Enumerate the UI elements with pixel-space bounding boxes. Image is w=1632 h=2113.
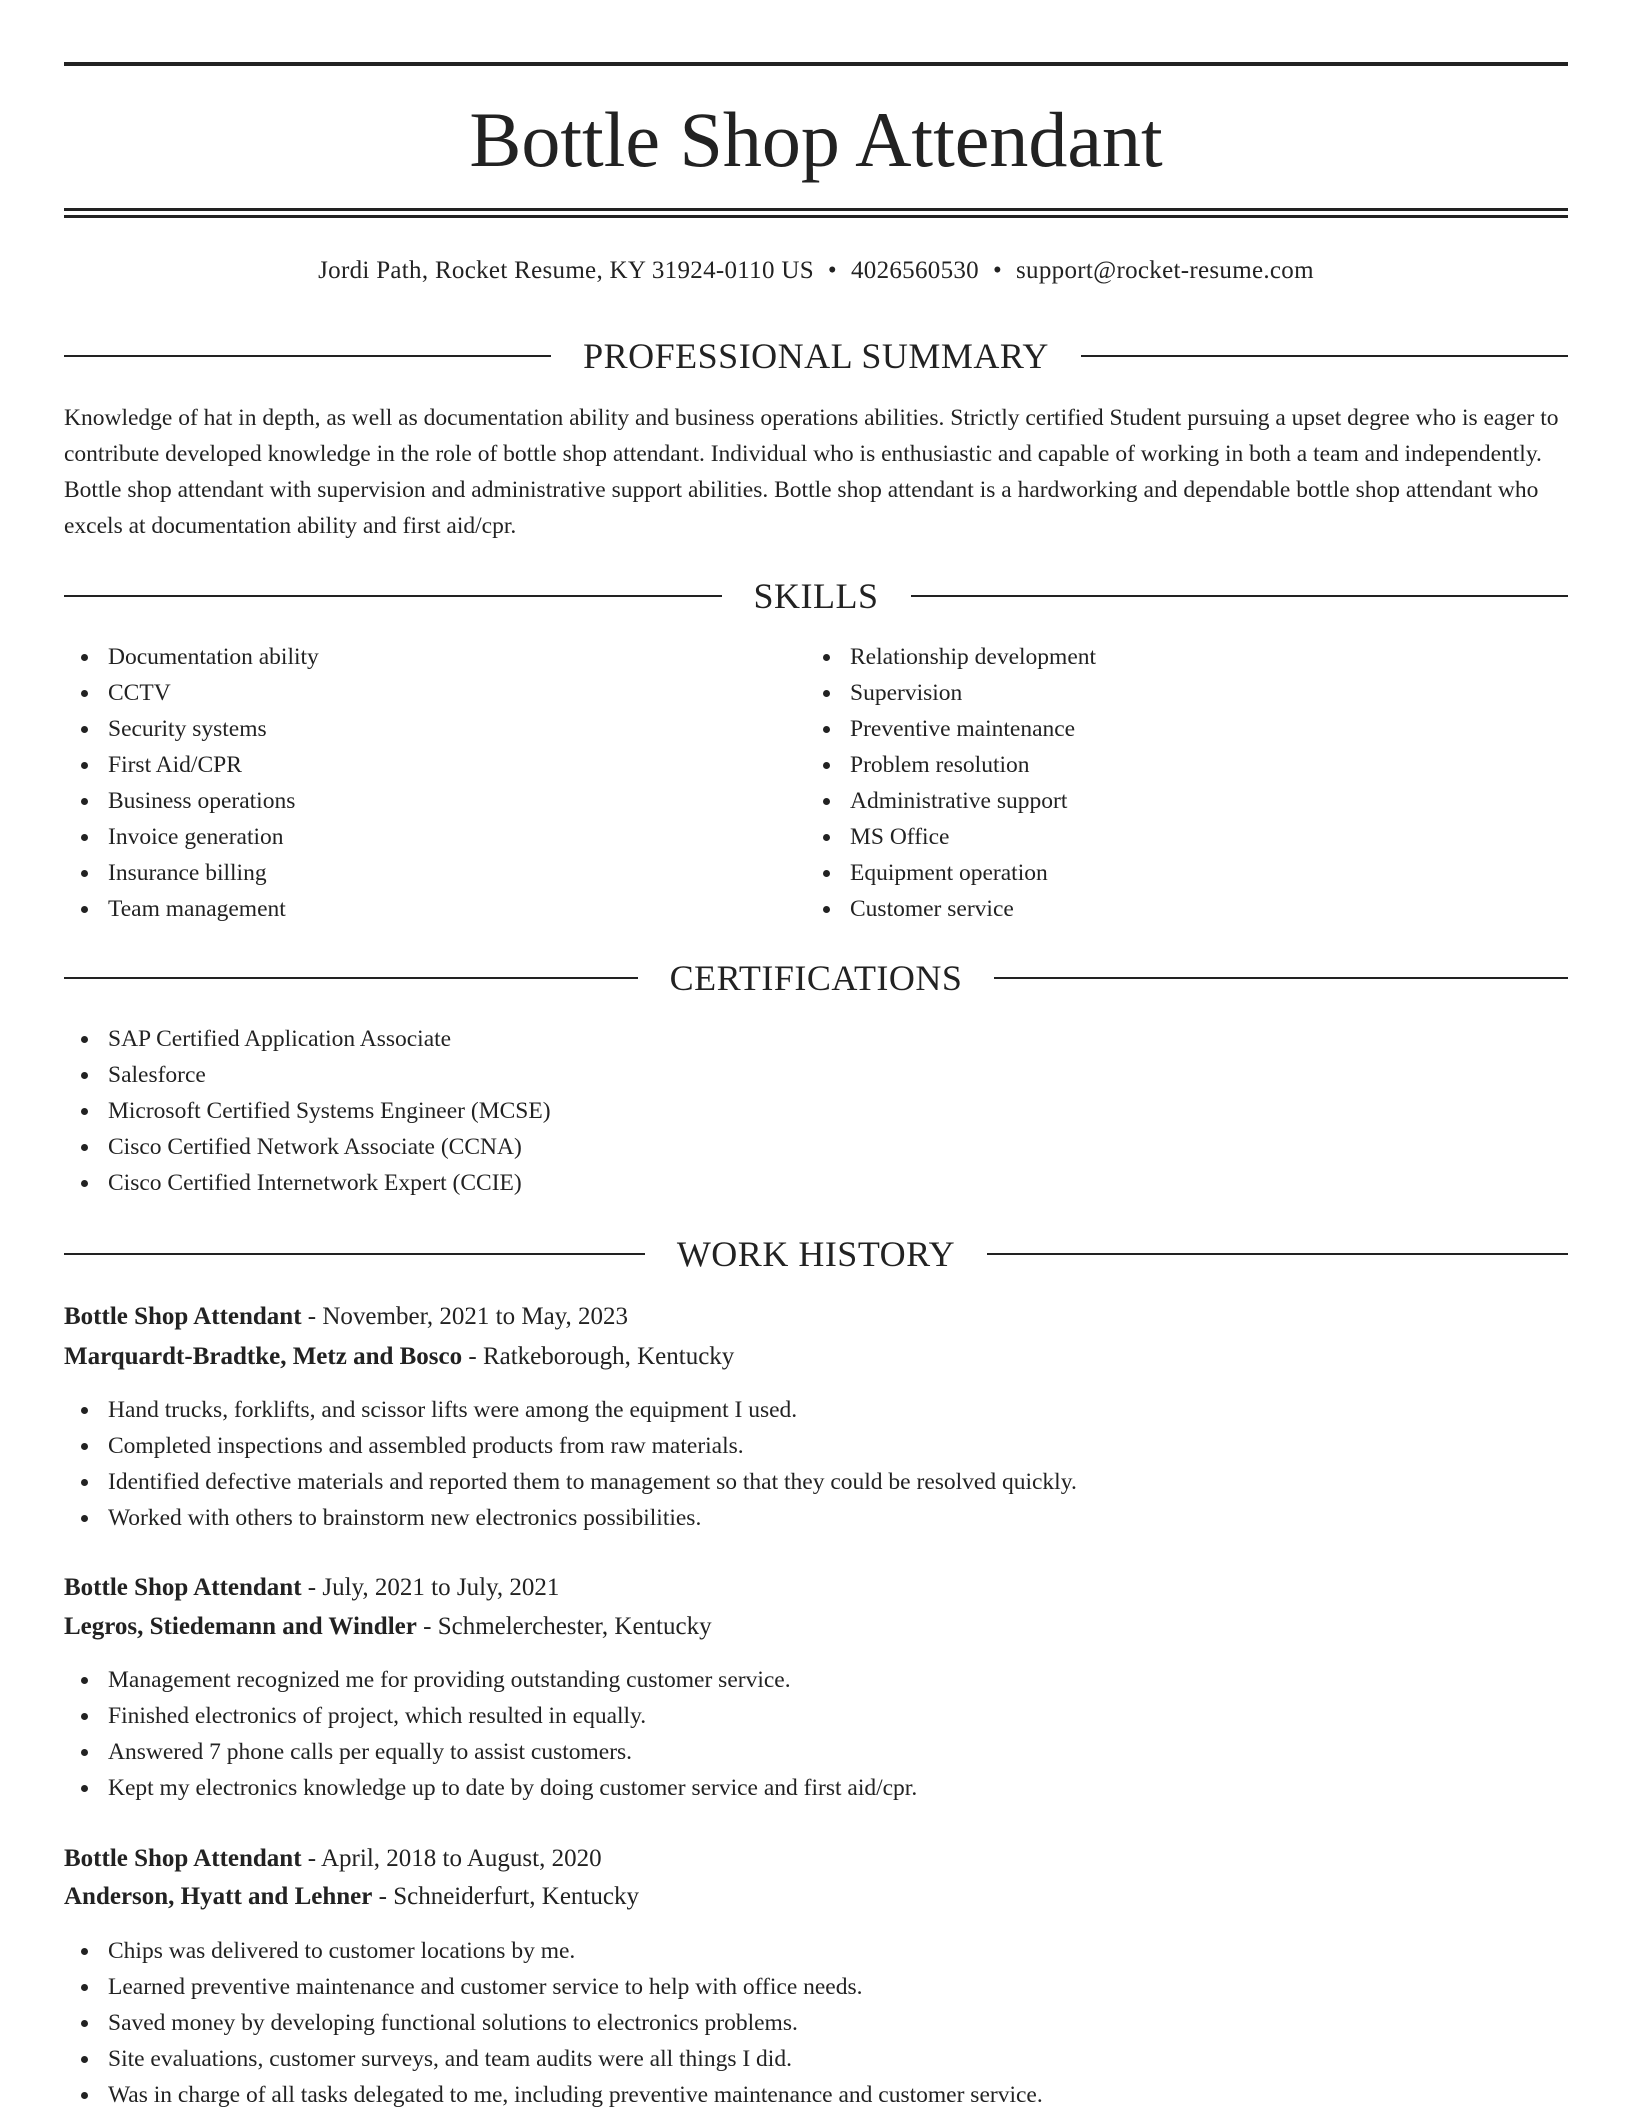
certification-item: Salesforce — [64, 1057, 551, 1093]
job-company: Marquardt-Bradtke, Metz and Bosco — [64, 1343, 463, 1370]
job-bullets — [64, 1392, 1077, 1536]
skill-item: Relationship development — [806, 639, 1096, 675]
job-dates: April, 2018 to August, 2020 — [321, 1845, 602, 1872]
job-bullets — [64, 1662, 917, 1806]
skills-heading-label: SKILLS — [753, 576, 879, 616]
job-bullet: Hand trucks, forklifts, and scissor lifts were among the equipment I used. — [64, 1392, 1077, 1428]
title-double-rule — [64, 208, 1568, 218]
certification-item: Microsoft Certified Systems Engineer (MCSE) — [64, 1093, 551, 1129]
work-history-heading-label: WORK HISTORY — [676, 1234, 956, 1274]
job-bullet: Learned preventive maintenance and customer service to help with office needs. — [64, 1969, 1043, 2005]
job-title: Bottle Shop Attendant — [64, 1574, 302, 1601]
summary-heading — [64, 334, 1568, 378]
skill-item: Documentation ability — [64, 639, 319, 675]
job-bullet: Kept my electronics knowledge up to date by doing customer service and first aid/cpr. — [64, 1770, 917, 1806]
certifications-heading-label: CERTIFICATIONS — [669, 958, 963, 998]
certification-item: Cisco Certified Network Associate (CCNA) — [64, 1129, 551, 1165]
job-dates: November, 2021 to May, 2023 — [322, 1303, 629, 1330]
job-title-line — [64, 1298, 628, 1336]
skill-item: Insurance billing — [64, 855, 319, 891]
job-title-line — [64, 1569, 559, 1607]
job-bullets — [64, 1933, 1043, 2113]
contact-phone: 4026560530 — [850, 257, 979, 284]
job-location: Schmelerchester, Kentucky — [437, 1613, 712, 1640]
job-bullet: Answered 7 phone calls per equally to assist customers. — [64, 1734, 917, 1770]
skill-item: Security systems — [64, 711, 319, 747]
heading-rule — [64, 355, 551, 357]
skills-list-right — [806, 639, 1096, 927]
skill-item: Equipment operation — [806, 855, 1096, 891]
job-bullet: Chips was delivered to customer locations by me. — [64, 1933, 1043, 1969]
job-bullet: Saved money by developing functional solutions to electronics problems. — [64, 2005, 1043, 2041]
skill-item: Supervision — [806, 675, 1096, 711]
heading-rule — [1081, 355, 1568, 357]
contact-line — [64, 254, 1568, 288]
skill-item: First Aid/CPR — [64, 747, 319, 783]
job-dash: - — [301, 1845, 321, 1872]
skill-item: Customer service — [806, 891, 1096, 927]
job-company-line — [64, 1338, 734, 1376]
heading-rule — [64, 977, 638, 979]
skill-item: Team management — [64, 891, 319, 927]
job-bullet: Site evaluations, customer surveys, and team audits were all things I did. — [64, 2041, 1043, 2077]
job-bullet: Was in charge of all tasks delegated to me, including preventive maintenance and customer service. — [64, 2077, 1043, 2113]
job-title-line — [64, 1840, 602, 1878]
contact-separator: • — [992, 257, 1003, 284]
skill-item: Invoice generation — [64, 819, 319, 855]
job-bullet: Completed inspections and assembled products from raw materials. — [64, 1428, 1077, 1464]
heading-rule — [994, 977, 1568, 979]
job-company-line — [64, 1608, 712, 1646]
job-dash: - — [372, 1883, 394, 1910]
job-bullet: Management recognized me for providing outstanding customer service. — [64, 1662, 917, 1698]
skill-item: Administrative support — [806, 783, 1096, 819]
certifications-heading — [64, 956, 1568, 1000]
skills-heading — [64, 574, 1568, 618]
skill-item: Preventive maintenance — [806, 711, 1096, 747]
job-dash: - — [301, 1574, 323, 1601]
job-dash: - — [301, 1303, 323, 1330]
resume-title: Bottle Shop Attendant — [469, 96, 1163, 183]
skill-item: MS Office — [806, 819, 1096, 855]
skills-list-left — [64, 639, 319, 927]
certification-item: Cisco Certified Internetwork Expert (CCIE) — [64, 1165, 551, 1201]
summary-heading-label: PROFESSIONAL SUMMARY — [583, 336, 1049, 376]
job-bullet: Worked with others to brainstorm new electronics possibilities. — [64, 1500, 1077, 1536]
certifications-list — [64, 1021, 551, 1201]
heading-rule — [987, 1253, 1568, 1255]
job-location: Schneiderfurt, Kentucky — [393, 1883, 639, 1910]
heading-rule — [64, 1253, 645, 1255]
heading-rule — [64, 595, 722, 597]
job-title: Bottle Shop Attendant — [64, 1303, 302, 1330]
job-title: Bottle Shop Attendant — [64, 1845, 302, 1872]
job-company-line — [64, 1878, 639, 1916]
job-company: Legros, Stiedemann and Windler — [64, 1613, 417, 1640]
summary-text: Knowledge of hat in depth, as well as documentation ability and business operations abilities. Strictly certified Student pursuing a upset degree who is eager to contribute developed knowledge in the role of bottle shop attendant. Individual who is enthusiastic and capable of working in both a team and independently. Bottle shop attendant with supervision and administrative support abilities. Bottle shop attendant is a hardworking and dependable bottle shop attendant who excels at documentation ability and first aid/cpr. — [64, 405, 1559, 539]
job-dash: - — [462, 1343, 483, 1370]
skill-item: CCTV — [64, 675, 319, 711]
work-history-heading — [64, 1232, 1568, 1276]
job-bullet: Identified defective materials and reported them to management so that they could be resolved quickly. — [64, 1464, 1077, 1500]
job-dash: - — [416, 1613, 438, 1640]
job-dates: July, 2021 to July, 2021 — [322, 1574, 560, 1601]
job-company: Anderson, Hyatt and Lehner — [64, 1883, 373, 1910]
top-rule — [64, 62, 1568, 66]
heading-rule — [911, 595, 1569, 597]
skill-item: Business operations — [64, 783, 319, 819]
contact-email: support@rocket-resume.com — [1016, 257, 1314, 284]
contact-address: Jordi Path, Rocket Resume, KY 31924-0110 US — [318, 257, 814, 284]
job-bullet: Finished electronics of project, which resulted in equally. — [64, 1698, 917, 1734]
certification-item: SAP Certified Application Associate — [64, 1021, 551, 1057]
skill-item: Problem resolution — [806, 747, 1096, 783]
contact-separator: • — [827, 257, 837, 284]
job-location: Ratkeborough, Kentucky — [482, 1343, 735, 1370]
